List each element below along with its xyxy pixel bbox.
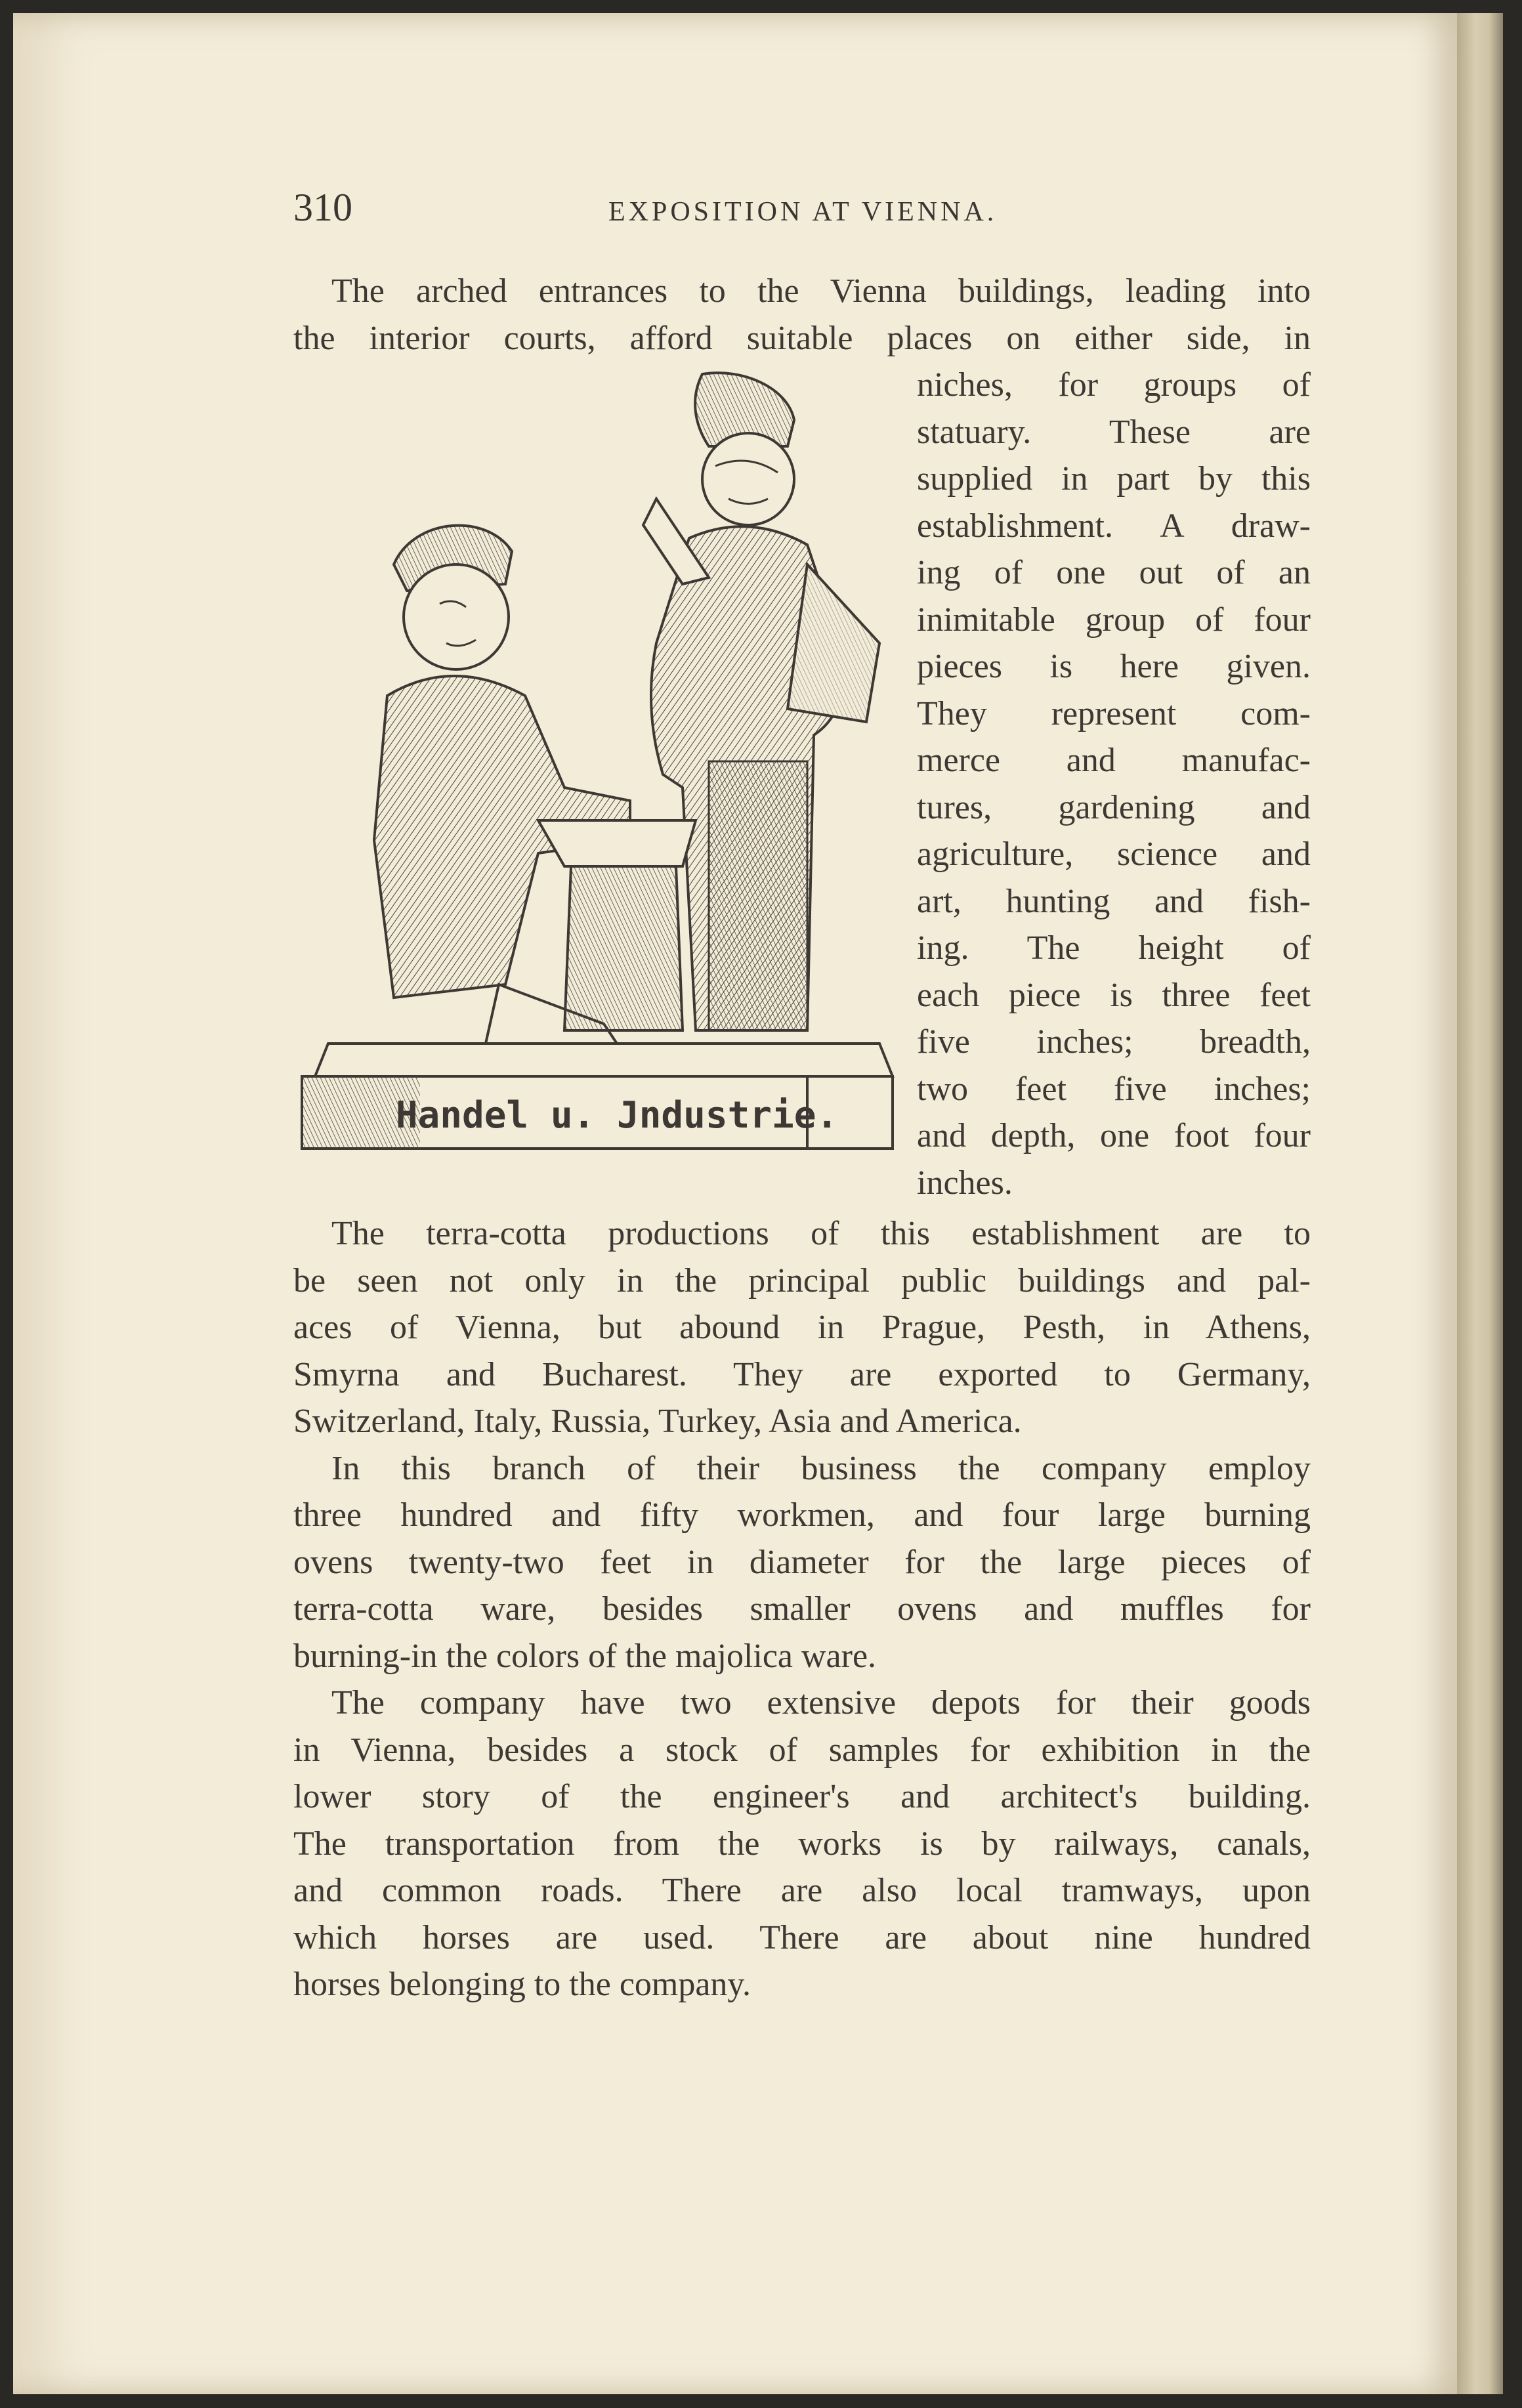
text-line: niches, for groups of [917,366,1311,404]
text-line: agriculture, science and [917,835,1311,873]
text-line: In this branch of their business the company employ [331,1449,1311,1487]
text-line: be seen not only in the principal public buildings and pal- [293,1261,1311,1299]
page-stack-edge [1457,13,1503,2394]
opening-paragraph-full-width [293,268,1311,362]
text-line: ing. The height of [917,929,1311,967]
text-line: establishment. A draw- [917,507,1311,545]
text-line: ing of one out of an [917,554,1311,591]
paragraph-workmen-ovens [293,1445,1311,1680]
text-line: tures, gardening and [917,788,1311,826]
text-line: aces of Vienna, but abound in Prague, Pesth, in Athens, [293,1309,1311,1346]
text-line: inches. [917,1164,1013,1202]
paragraph-depots-transport [293,1679,1311,2008]
text-line: inimitable group of four [917,601,1311,639]
page-number: 310 [293,186,352,229]
text-line: in Vienna, besides a stock of samples for exhibition in the [293,1731,1311,1769]
text-line: which horses are used. There are about nine hundred [293,1918,1311,1956]
text-line: pieces is here given. [917,648,1311,685]
text-line: Switzerland, Italy, Russia, Turkey, Asia and America. [293,1403,1022,1440]
text-line: The transportation from the works is by railways, canals, [293,1825,1311,1863]
text-line: ovens twenty-two feet in diameter for the large pieces of [293,1543,1311,1581]
text-line: They represent com- [917,694,1311,732]
text-line: Smyrna and Bucharest. They are exported to Germany, [293,1355,1311,1393]
text-line: The terra-cotta productions of this establishment are to [331,1215,1311,1252]
statue-plinth [302,1044,893,1149]
text-line: five inches; breadth, [917,1023,1311,1061]
text-line: The company have two extensive depots for their goods [331,1684,1311,1722]
running-head [293,184,1317,230]
text-line: burning-in the colors of the majolica ware. [293,1637,877,1675]
text-line: merce and manufac- [917,742,1311,779]
anvil-stump [538,820,696,1030]
text-line: terra-cotta ware, besides smaller ovens and muffles for [293,1590,1311,1628]
opening-paragraph-beside-figure [917,362,1311,1206]
text-line: lower story of the engineer's and architect's building. [293,1778,1311,1815]
text-line: the interior courts, afford suitable places on either side, in [293,319,1311,357]
text-line: and depth, one foot four [917,1117,1311,1154]
text-line: three hundred and fifty workmen, and four large burning [293,1496,1311,1534]
plinth-inscription: Handel u. Jndustrie. [395,1094,839,1137]
text-line: and common roads. There are also local tramways, upon [293,1872,1311,1909]
text-line: two feet five inches; [917,1070,1311,1108]
text-line: each piece is three feet [917,976,1311,1014]
statuary-engraving [289,368,899,1188]
text-line: supplied in part by this [917,460,1311,497]
text-line: statuary. These are [917,413,1311,451]
text-line: horses belonging to the company. [293,1966,751,2003]
text-line: art, hunting and fish- [917,882,1311,920]
text-line: The arched entrances to the Vienna buildings, leading into [331,272,1311,310]
statuary-illustration [289,368,899,1188]
paragraph-terra-cotta-exports [293,1210,1311,1445]
body-paragraphs [293,1210,1311,2008]
running-head-title: EXPOSITION AT VIENNA. [608,197,998,227]
